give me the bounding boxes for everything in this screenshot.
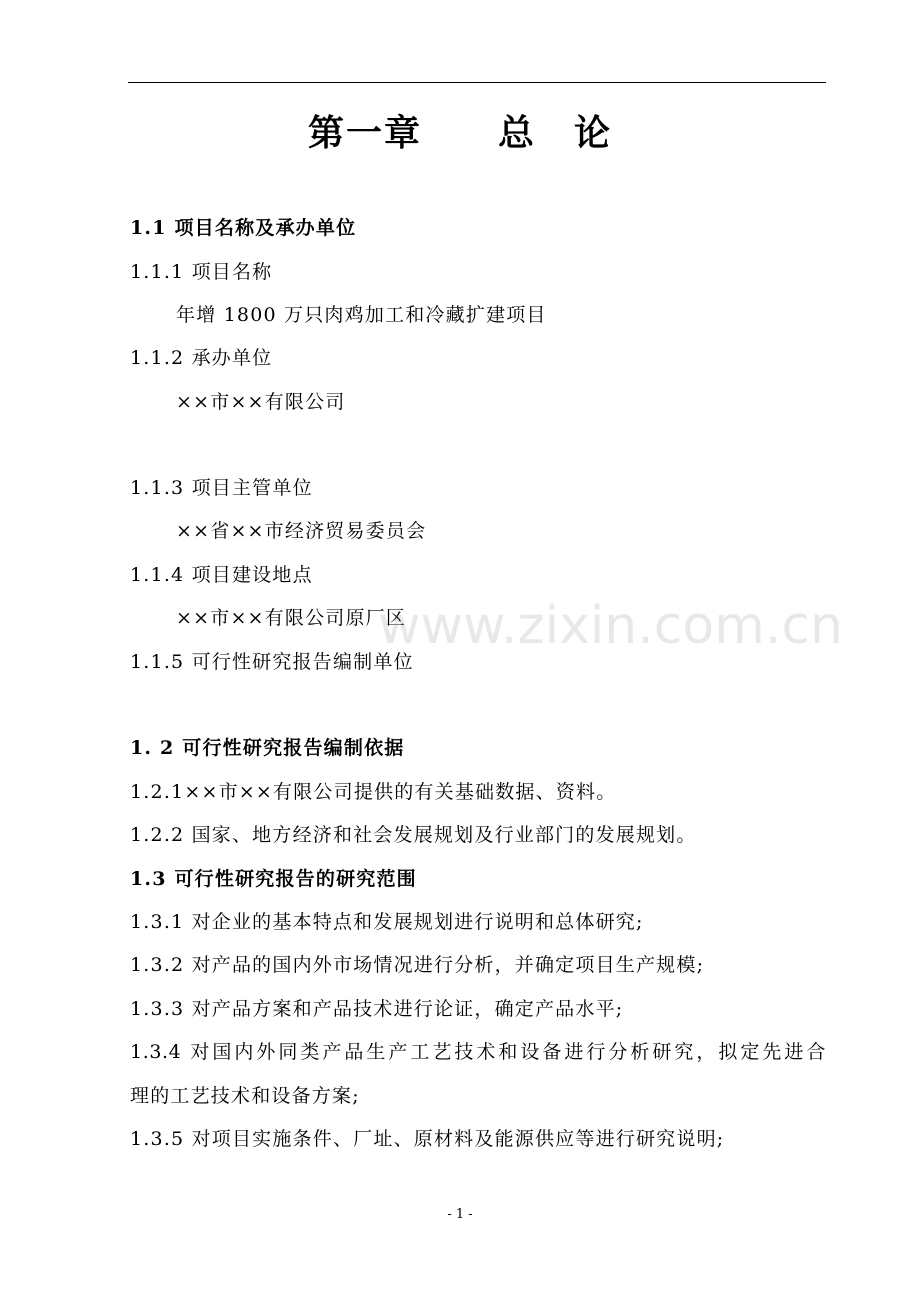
subsection-1-1-3-label: 1.1.3 项目主管单位 [130, 477, 313, 499]
basis-item-1: 1.2.1××市××有限公司提供的有关基础数据、资料。 [130, 781, 617, 803]
chapter-title: 第一章 总 论 [307, 112, 612, 154]
scope-item-3: 1.3.3 对产品方案和产品技术进行论证，确定产品水平; [130, 998, 624, 1020]
subsection-1-1-5-label: 1.1.5 可行性研究报告编制单位 [130, 651, 414, 673]
header-rule [128, 82, 826, 83]
sponsor-unit-value: ××市××有限公司 [176, 391, 346, 413]
scope-item-5: 1.3.5 对项目实施条件、厂址、原材料及能源供应等进行研究说明; [130, 1128, 725, 1150]
section-1-1-heading: 1.1 项目名称及承办单位 [130, 217, 357, 239]
page-number: - 1 - [447, 1207, 473, 1222]
scope-item-1: 1.3.1 对企业的基本特点和发展规划进行说明和总体研究; [130, 911, 644, 933]
scope-item-4: 1.3.4 对国内外同类产品生产工艺技术和设备进行分析研究，拟定先进合 [130, 1041, 826, 1063]
subsection-1-1-2-label: 1.1.2 承办单位 [130, 347, 273, 369]
section-1-2-heading: 1. 2 可行性研究报告编制依据 [130, 737, 405, 759]
watermark: www.zixin.com.cn [378, 596, 843, 656]
project-name-value: 年增 1800 万只肉鸡加工和冷藏扩建项目 [176, 304, 547, 326]
section-1-3-heading: 1.3 可行性研究报告的研究范围 [130, 868, 417, 890]
subsection-1-1-1-label: 1.1.1 项目名称 [130, 261, 273, 283]
supervising-unit-value: ××省××市经济贸易委员会 [176, 520, 427, 542]
subsection-1-1-4-label: 1.1.4 项目建设地点 [130, 564, 313, 586]
scope-item-2: 1.3.2 对产品的国内外市场情况进行分析，并确定项目生产规模; [130, 954, 705, 976]
scope-item-4-continuation: 理的工艺技术和设备方案; [130, 1085, 360, 1107]
basis-item-2: 1.2.2 国家、地方经济和社会发展规划及行业部门的发展规划。 [130, 824, 697, 846]
construction-site-value: ××市××有限公司原厂区 [176, 607, 407, 629]
